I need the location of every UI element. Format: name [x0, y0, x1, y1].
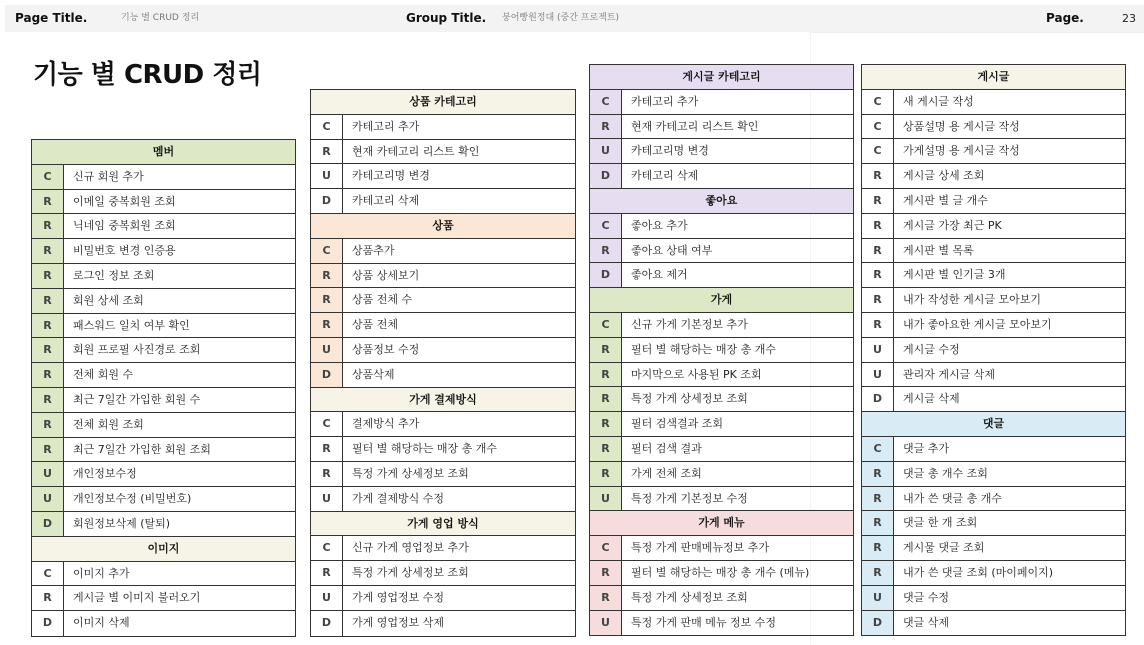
section-header: 가게 영업 방식 [311, 512, 575, 537]
crud-op-badge: R [311, 561, 343, 585]
function-label: 게시글 상세 조회 [903, 169, 985, 183]
crud-op-badge: U [311, 487, 343, 511]
table-row [32, 338, 295, 363]
crud-op-badge: D [590, 164, 622, 188]
table-row [32, 190, 295, 215]
crud-op-badge: R [590, 387, 622, 411]
crud-op-badge: U [590, 487, 622, 511]
function-label: 특정 가게 상세정보 조회 [631, 392, 748, 406]
table-row [590, 462, 853, 487]
table-row [590, 363, 853, 388]
function-label: 카테고리 추가 [631, 94, 699, 108]
table-row [32, 363, 295, 388]
crud-op-badge: U [311, 586, 343, 610]
crud-op-badge: C [590, 90, 622, 114]
function-label: 게시글 별 이미지 불러오기 [73, 591, 201, 605]
crud-op-badge: R [32, 239, 64, 263]
table-row [862, 263, 1125, 288]
crud-op-badge: D [311, 611, 343, 636]
function-label: 게시글 수정 [903, 342, 960, 356]
crud-op-badge: R [32, 214, 64, 238]
table-row [862, 586, 1125, 611]
crud-table [589, 64, 854, 636]
crud-op-badge: R [590, 437, 622, 461]
table-row [311, 412, 575, 437]
section-header: 상품 카테고리 [311, 90, 575, 115]
function-label: 가게 영업정보 수정 [352, 590, 445, 604]
crud-op-badge: U [311, 338, 343, 362]
function-label: 개인정보수정 (비밀번호) [73, 492, 192, 506]
function-label: 전체 회원 수 [73, 368, 134, 382]
table-row [862, 536, 1125, 561]
column-product-store [310, 89, 576, 637]
crud-op-badge: R [32, 289, 64, 313]
table-row [32, 487, 295, 512]
function-label: 관리자 게시글 삭제 [903, 367, 996, 381]
table-row [311, 313, 575, 338]
crud-op-badge: R [862, 487, 894, 511]
crud-op-badge: R [32, 413, 64, 437]
table-row [862, 189, 1125, 214]
crud-op-badge: U [862, 338, 894, 362]
page-label: Page. [1046, 11, 1084, 25]
function-label: 신규 가게 영업정보 추가 [352, 541, 469, 555]
table-row [862, 462, 1125, 487]
table-row [862, 288, 1125, 313]
section-header: 게시글 카테고리 [590, 65, 853, 90]
crud-op-badge: D [862, 387, 894, 411]
table-row [590, 611, 853, 636]
function-label: 이미지 추가 [73, 566, 130, 580]
crud-op-badge: R [32, 338, 64, 362]
table-row [862, 164, 1125, 189]
crud-op-badge: C [862, 115, 894, 139]
function-label: 댓글 추가 [903, 441, 950, 455]
table-row [32, 388, 295, 413]
function-label: 개인정보수정 [73, 467, 137, 481]
crud-op-badge: D [32, 611, 64, 636]
function-label: 가게 전체 조회 [631, 466, 702, 480]
function-label: 게시판 별 글 개수 [903, 193, 988, 207]
table-row [862, 363, 1125, 388]
table-row [311, 586, 575, 611]
crud-op-badge: R [590, 338, 622, 362]
function-label: 현재 카테고리 리스트 확인 [352, 144, 480, 158]
crud-op-badge: R [862, 214, 894, 238]
crud-op-badge: C [311, 536, 343, 560]
function-label: 이메일 중복회원 조회 [73, 194, 176, 208]
table-row [590, 412, 853, 437]
crud-op-badge: R [862, 164, 894, 188]
function-label: 최근 7일간 가입한 회원 수 [73, 392, 201, 406]
function-label: 댓글 수정 [903, 590, 950, 604]
column-post-comment [861, 64, 1126, 636]
function-label: 카테고리 삭제 [352, 194, 420, 208]
table-row [32, 611, 295, 636]
table-row [590, 536, 853, 561]
function-label: 새 게시글 작성 [903, 94, 974, 108]
table-row [862, 437, 1125, 462]
crud-op-badge: D [590, 263, 622, 287]
crud-op-badge: R [862, 189, 894, 213]
crud-op-badge: C [862, 437, 894, 461]
table-row [862, 239, 1125, 264]
crud-op-badge: R [590, 561, 622, 585]
crud-op-badge: R [862, 239, 894, 263]
table-row [311, 561, 575, 586]
function-label: 특정 가게 기본정보 수정 [631, 491, 748, 505]
function-label: 비밀번호 변경 인증용 [73, 244, 176, 258]
function-label: 댓글 삭제 [903, 615, 950, 629]
crud-op-badge: U [590, 611, 622, 636]
function-label: 게시글 삭제 [903, 392, 960, 406]
function-label: 상품 전체 수 [352, 293, 413, 307]
table-row [590, 239, 853, 264]
function-label: 회원 프로필 사진경로 조회 [73, 343, 201, 357]
section-header: 상품 [311, 214, 575, 239]
function-label: 좋아요 추가 [631, 218, 688, 232]
function-label: 내가 쓴 댓글 조회 (마이페이지) [903, 565, 1054, 579]
function-label: 상품설명 용 게시글 작성 [903, 119, 1020, 133]
function-label: 특정 가게 상세정보 조회 [352, 466, 469, 480]
table-row [311, 115, 575, 140]
function-label: 특정 가게 판매메뉴정보 추가 [631, 541, 770, 555]
function-label: 닉네임 중복회원 조회 [73, 219, 176, 233]
crud-op-badge: U [311, 164, 343, 188]
table-row [862, 313, 1125, 338]
table-row [590, 115, 853, 140]
crud-op-badge: R [32, 363, 64, 387]
section-header: 가게 결제방식 [311, 388, 575, 413]
table-row [311, 189, 575, 214]
function-label: 댓글 한 개 조회 [903, 516, 978, 530]
function-label: 가게 영업정보 삭제 [352, 615, 445, 629]
table-row [32, 239, 295, 264]
crud-op-badge: U [32, 462, 64, 486]
table-row [32, 512, 295, 537]
table-row [311, 264, 575, 289]
function-label: 현재 카테고리 리스트 확인 [631, 119, 759, 133]
table-row [311, 536, 575, 561]
table-row [311, 164, 575, 189]
table-row [590, 263, 853, 288]
page-title-label: Page Title. [15, 11, 88, 25]
crud-op-badge: R [590, 462, 622, 486]
table-row [311, 611, 575, 636]
function-label: 가게 결제방식 수정 [352, 491, 445, 505]
function-label: 특정 가게 상세정보 조회 [631, 590, 748, 604]
crud-op-badge: D [862, 611, 894, 636]
crud-table [31, 139, 296, 637]
table-row [32, 438, 295, 463]
function-label: 필터 검색결과 조회 [631, 417, 724, 431]
page-title: 기능 별 CRUD 정리 [33, 60, 262, 90]
table-row [32, 165, 295, 190]
crud-op-badge: C [862, 90, 894, 114]
table-row [311, 338, 575, 363]
function-label: 게시글 가장 최근 PK [903, 218, 1002, 232]
crud-op-badge: R [590, 363, 622, 387]
table-row [32, 314, 295, 339]
table-row [311, 140, 575, 165]
crud-op-badge: C [311, 115, 343, 139]
crud-op-badge: R [311, 264, 343, 288]
crud-op-badge: U [862, 363, 894, 387]
table-row [311, 487, 575, 512]
table-row [862, 90, 1125, 115]
table-row [32, 586, 295, 611]
function-label: 패스워드 일치 여부 확인 [73, 318, 190, 332]
crud-op-badge: R [862, 462, 894, 486]
section-header: 멤버 [32, 140, 295, 165]
table-row [862, 487, 1125, 512]
function-label: 내가 좋아요한 게시글 모아보기 [903, 317, 1052, 331]
crud-op-badge: R [311, 462, 343, 486]
function-label: 게시물 댓글 조회 [903, 541, 985, 555]
crud-op-badge: R [590, 586, 622, 610]
function-label: 카테고리 추가 [352, 119, 420, 133]
table-row [590, 561, 853, 586]
crud-op-badge: R [590, 412, 622, 436]
crud-op-badge: R [862, 263, 894, 287]
function-label: 회원정보삭제 (탈퇴) [73, 516, 171, 530]
function-label: 가게설명 용 게시글 작성 [903, 144, 1020, 158]
function-label: 신규 회원 추가 [73, 169, 144, 183]
table-row [590, 313, 853, 338]
page-number: 23 [1122, 12, 1136, 25]
crud-op-badge: R [32, 586, 64, 610]
table-row [862, 387, 1125, 412]
group-title-label: Group Title. [406, 11, 487, 25]
table-row [590, 437, 853, 462]
crud-op-badge: R [862, 511, 894, 535]
crud-op-badge: R [862, 313, 894, 337]
table-row [590, 387, 853, 412]
table-row [32, 562, 295, 587]
table-row [311, 437, 575, 462]
function-label: 상품정보 수정 [352, 342, 420, 356]
table-row [311, 363, 575, 388]
section-header: 좋아요 [590, 189, 853, 214]
function-label: 좋아요 제거 [631, 268, 688, 282]
function-label: 좋아요 상태 여부 [631, 243, 713, 257]
function-label: 게시판 별 목록 [903, 243, 974, 257]
section-header: 댓글 [862, 412, 1125, 437]
function-label: 특정 가게 판매 메뉴 정보 수정 [631, 615, 776, 629]
function-label: 전체 회원 조회 [73, 417, 144, 431]
crud-table [861, 64, 1126, 636]
crud-op-badge: C [590, 313, 622, 337]
crud-op-badge: R [862, 288, 894, 312]
function-label: 게시판 별 인기글 3개 [903, 268, 1006, 282]
function-label: 특정 가게 상세정보 조회 [352, 566, 469, 580]
crud-op-badge: R [32, 190, 64, 214]
group-title-value: 붕어빵원정대 (중간 프로젝트) [502, 13, 620, 23]
table-row [590, 487, 853, 512]
function-label: 필터 별 해당하는 매장 총 개수 (메뉴) [631, 565, 810, 579]
table-row [590, 90, 853, 115]
crud-op-badge: R [311, 313, 343, 337]
function-label: 필터 별 해당하는 매장 총 개수 [631, 342, 776, 356]
function-label: 필터 검색 결과 [631, 441, 702, 455]
table-row [590, 164, 853, 189]
table-row [32, 214, 295, 239]
function-label: 카테고리명 변경 [631, 144, 709, 158]
crud-op-badge: U [32, 487, 64, 511]
crud-op-badge: C [32, 165, 64, 189]
table-row [862, 338, 1125, 363]
table-row [32, 264, 295, 289]
crud-op-badge: R [32, 314, 64, 338]
crud-op-badge: D [32, 512, 64, 536]
table-row [590, 338, 853, 363]
crud-op-badge: R [311, 288, 343, 312]
section-header: 가게 메뉴 [590, 511, 853, 536]
section-header: 게시글 [862, 65, 1125, 90]
table-row [862, 511, 1125, 536]
table-row [311, 462, 575, 487]
crud-op-badge: U [590, 139, 622, 163]
crud-op-badge: R [311, 140, 343, 164]
crud-op-badge: D [311, 363, 343, 387]
column-member-image [31, 139, 296, 637]
function-label: 내가 작성한 게시글 모아보기 [903, 293, 1042, 307]
table-row [32, 413, 295, 438]
table-row [862, 139, 1125, 164]
table-row [590, 586, 853, 611]
table-row [590, 139, 853, 164]
crud-op-badge: C [311, 412, 343, 436]
table-row [862, 115, 1125, 140]
header-divider [810, 32, 1144, 33]
function-label: 댓글 총 개수 조회 [903, 466, 988, 480]
function-label: 상품 전체 [352, 318, 399, 332]
function-label: 마지막으로 사용된 PK 조회 [631, 367, 762, 381]
crud-op-badge: C [590, 214, 622, 238]
function-label: 신규 가게 기본정보 추가 [631, 317, 748, 331]
crud-op-badge: C [32, 562, 64, 586]
function-label: 결제방식 추가 [352, 417, 420, 431]
crud-op-badge: C [590, 536, 622, 560]
crud-op-badge: R [590, 239, 622, 263]
column-post-category-store [589, 64, 854, 636]
table-row [862, 214, 1125, 239]
section-header: 가게 [590, 288, 853, 313]
function-label: 상품삭제 [352, 367, 395, 381]
crud-op-badge: D [311, 189, 343, 213]
page-title-value: 기능 별 CRUD 정리 [121, 13, 200, 23]
crud-op-badge: R [590, 115, 622, 139]
table-row [862, 611, 1125, 636]
table-row [32, 289, 295, 314]
crud-op-badge: U [862, 586, 894, 610]
function-label: 카테고리 삭제 [631, 169, 699, 183]
function-label: 회원 상세 조회 [73, 293, 144, 307]
function-label: 이미지 삭제 [73, 616, 130, 630]
function-label: 내가 쓴 댓글 총 개수 [903, 491, 1002, 505]
table-row [311, 239, 575, 264]
function-label: 필터 별 해당하는 매장 총 개수 [352, 442, 497, 456]
function-label: 카테고리명 변경 [352, 169, 430, 183]
crud-op-badge: R [32, 438, 64, 462]
crud-op-badge: R [32, 264, 64, 288]
table-row [862, 561, 1125, 586]
function-label: 로그인 정보 조회 [73, 268, 155, 282]
crud-op-badge: R [32, 388, 64, 412]
section-header: 이미지 [32, 537, 295, 562]
crud-op-badge: R [862, 561, 894, 585]
crud-op-badge: C [862, 139, 894, 163]
function-label: 상품추가 [352, 243, 395, 257]
table-row [311, 288, 575, 313]
crud-op-badge: R [862, 536, 894, 560]
table-row [32, 462, 295, 487]
function-label: 상품 상세보기 [352, 268, 420, 282]
function-label: 최근 7일간 가입한 회원 조회 [73, 442, 211, 456]
crud-table [310, 89, 576, 637]
crud-op-badge: C [311, 239, 343, 263]
table-row [590, 214, 853, 239]
crud-op-badge: R [311, 437, 343, 461]
